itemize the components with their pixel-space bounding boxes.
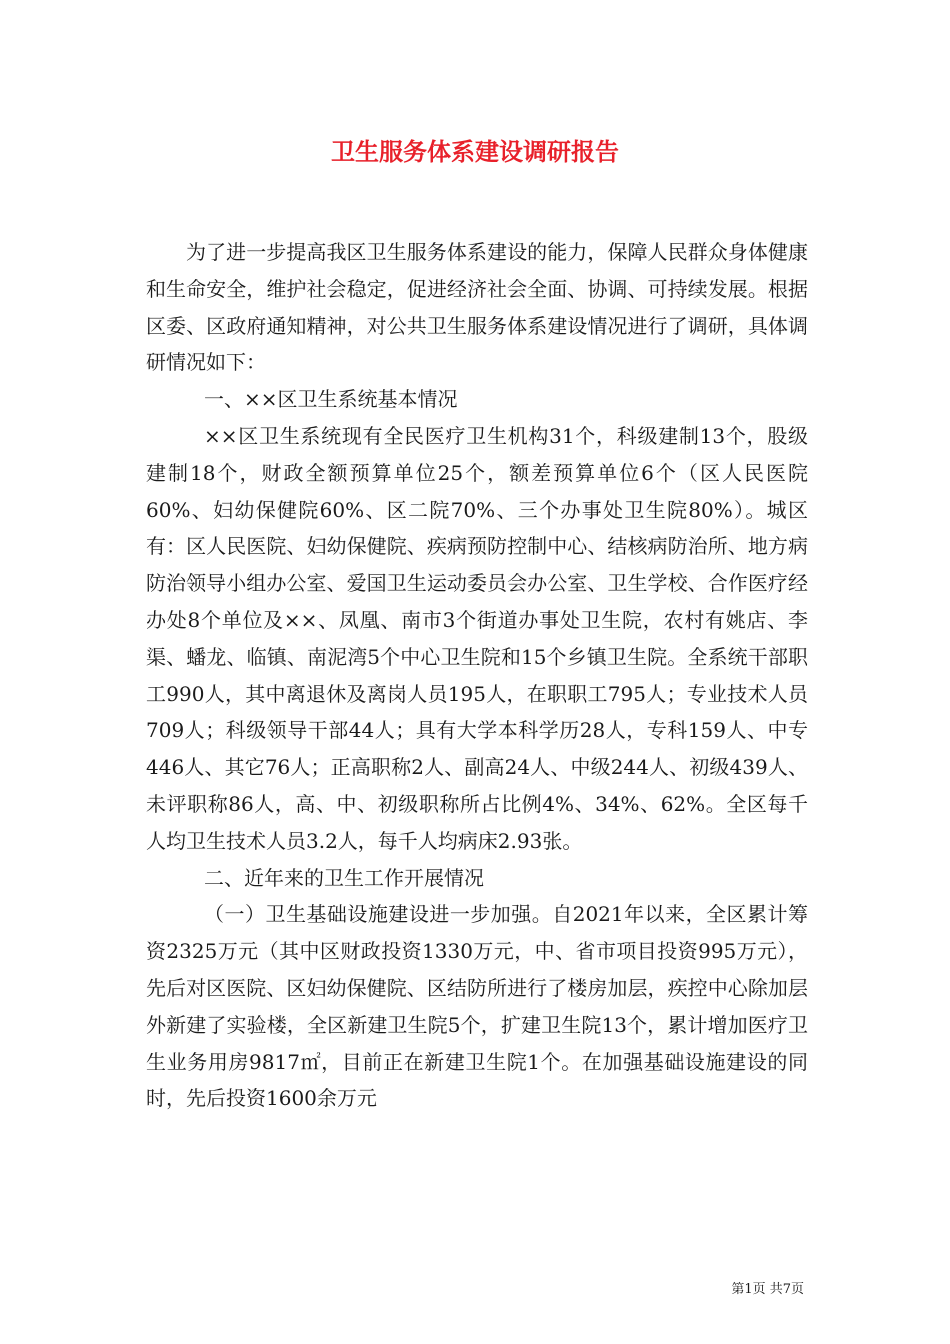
page-number: 第1页 共7页 bbox=[731, 1282, 804, 1297]
section-1-paragraph: ××区卫生系统现有全民医疗卫生机构31个，科级建制13个，股级建制18个，财政全额预算单位25个，额差预算单位6个（区人民医院60%、妇幼保健院60%、区二院70%、三个办事处卫生院80%）。城区有：区人民医院、妇幼保健院、疾病预防控制中心、结核病防治所、地方病防治领导小组办公室、爱国卫生运动委员会办公室、卫生学校、合作医疗经办处8个单位及××、凤凰、南市3个街道办事处卫生院，农村有姚店、李渠、蟠龙、临镇、南泥湾5个中心卫生院和15个乡镇卫生院。全系统干部职工990人，其中离退休及离岗人员195人，在职职工795人；专业技术人员709人；科级领导干部44人；具有大学本科学历28人，专科159人、中专446人、其它76人；正高职称2人、副高24人、中级244人、初级439人、未评职称86人，高、中、初级职称所占比例4%、34%、62%。全区每千人均卫生技术人员3.2人，每千人均病床2.93张。 bbox=[146, 423, 808, 853]
section-heading-1: 一、××区卫生系统基本情况 bbox=[204, 387, 458, 412]
intro-paragraph: 为了进一步提高我区卫生服务体系建设的能力，保障人民群众身体健康和生命安全，维护社会稳定，促进经济社会全面、协调、可持续发展。根据区委、区政府通知精神，对公共卫生服务体系建设情况进行了调研，具体调研情况如下： bbox=[146, 240, 808, 375]
document-title: 卫生服务体系建设调研报告 bbox=[331, 137, 619, 166]
section-heading-2: 二、近年来的卫生工作开展情况 bbox=[204, 865, 484, 890]
document-body bbox=[146, 234, 808, 1117]
section-2-paragraph: （一）卫生基础设施建设进一步加强。自2021年以来，全区累计筹资2325万元（其中区财政投资1330万元，中、省市项目投资995万元），先后对区医院、区妇幼保健院、区结防所进行了楼房加层，疾控中心除加层外新建了实验楼，全区新建卫生院5个，扩建卫生院13个，累计增加医疗卫生业务用房9817㎡，目前正在新建卫生院1个。在加强基础设施建设的同时，先后投资1600余万元 bbox=[146, 902, 808, 1111]
